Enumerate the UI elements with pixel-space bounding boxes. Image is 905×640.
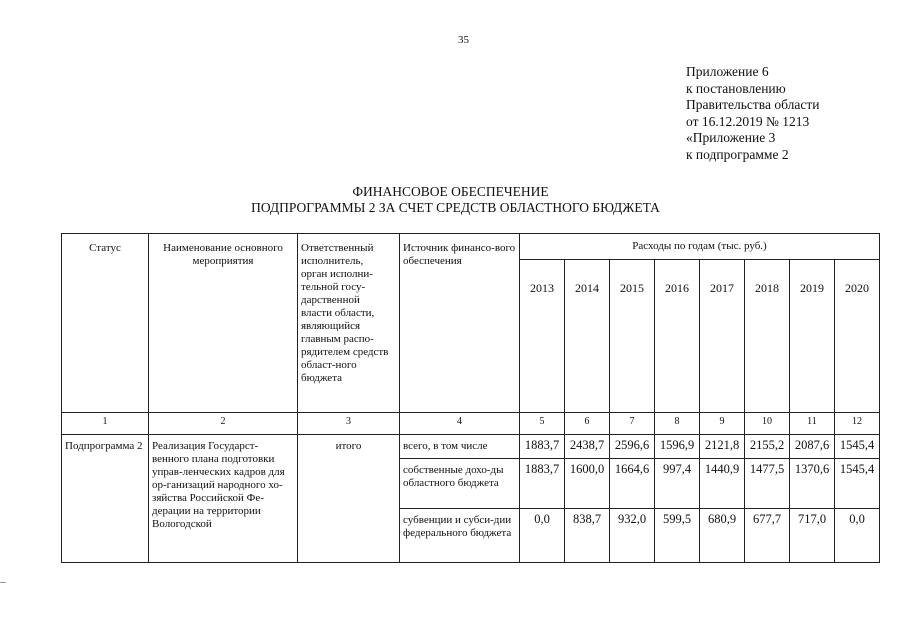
column-number: 11: [790, 413, 835, 435]
column-number: 6: [565, 413, 610, 435]
appendix-line: «Приложение 3: [686, 130, 776, 145]
value-cell: 2596,6: [610, 435, 655, 459]
value-cell: 0,0: [835, 509, 880, 563]
appendix-line: к постановлению: [686, 80, 786, 96]
column-number: 9: [700, 413, 745, 435]
column-number: 2: [149, 413, 298, 435]
scan-edge-mark: [0, 582, 6, 583]
header-year: 2018: [745, 260, 790, 413]
document-title: [0, 184, 905, 216]
value-cell: 2155,2: [745, 435, 790, 459]
value-cell: 2087,6: [790, 435, 835, 459]
appendix-line: от 16.12.2019 № 1213: [686, 113, 810, 129]
column-number: 10: [745, 413, 790, 435]
column-number: 1: [62, 413, 149, 435]
column-number: 4: [400, 413, 520, 435]
value-cell: 2121,8: [700, 435, 745, 459]
page-number: 35: [458, 34, 469, 46]
header-year: 2015: [610, 260, 655, 413]
value-cell: 717,0: [790, 509, 835, 563]
column-number: 7: [610, 413, 655, 435]
row-executor: итого: [298, 435, 400, 563]
column-number: 12: [835, 413, 880, 435]
value-cell: 599,5: [655, 509, 700, 563]
appendix-line: к подпрограмме 2: [686, 146, 789, 162]
column-number: 5: [520, 413, 565, 435]
header-year: 2016: [655, 260, 700, 413]
header-status: Статус: [62, 234, 149, 413]
header-year: 2014: [565, 260, 610, 413]
row-status: Подпрограмма 2: [62, 435, 149, 563]
value-cell: 1545,4: [835, 435, 880, 459]
value-cell: 1370,6: [790, 459, 835, 509]
header-year: 2019: [790, 260, 835, 413]
value-cell: 1440,9: [700, 459, 745, 509]
column-number: 3: [298, 413, 400, 435]
row-event: Реализация Государст-венного плана подготовки управ-ленческих кадров для ор-ганизаций народного хо-зяйства Российской Фе-дерации на территории Вологодской: [149, 435, 298, 563]
value-cell: 0,0: [520, 509, 565, 563]
header-source: Источник финансо-вого обеспечения: [400, 234, 520, 413]
value-cell: 1664,6: [610, 459, 655, 509]
header-expenses: Расходы по годам (тыс. руб.): [520, 234, 880, 260]
title-line: ФИНАНСОВОЕ ОБЕСПЕЧЕНИЕ: [352, 184, 549, 199]
header-executor: Ответственный исполнитель, орган исполни-тельной госу-дарственной власти области, являющийся главным распо-рядителем средств област-ного бюджета: [298, 234, 400, 413]
value-cell: 838,7: [565, 509, 610, 563]
source-label: всего, в том числе: [400, 435, 520, 459]
appendix-line: Правительства области: [686, 97, 820, 112]
appendix-line: Приложение 6: [686, 64, 769, 79]
source-label: собственные дохо-ды областного бюджета: [400, 459, 520, 509]
column-number: 8: [655, 413, 700, 435]
value-cell: 1883,7: [520, 435, 565, 459]
title-line: ПОДПРОГРАММЫ 2 ЗА СЧЕТ СРЕДСТВ ОБЛАСТНОГО БЮДЖЕТА: [251, 200, 660, 215]
header-event: Наименование основного мероприятия: [149, 234, 298, 413]
value-cell: 2438,7: [565, 435, 610, 459]
header-year: 2013: [520, 260, 565, 413]
value-cell: 1545,4: [835, 459, 880, 509]
value-cell: 677,7: [745, 509, 790, 563]
financing-table: [61, 233, 880, 563]
value-cell: 680,9: [700, 509, 745, 563]
value-cell: 1600,0: [565, 459, 610, 509]
header-year: 2017: [700, 260, 745, 413]
value-cell: 1596,9: [655, 435, 700, 459]
header-year: 2020: [835, 260, 880, 413]
value-cell: 1477,5: [745, 459, 790, 509]
value-cell: 1883,7: [520, 459, 565, 509]
value-cell: 997,4: [655, 459, 700, 509]
appendix-reference: [686, 64, 819, 163]
source-label: субвенции и субси-дии федерального бюджета: [400, 509, 520, 563]
value-cell: 932,0: [610, 509, 655, 563]
